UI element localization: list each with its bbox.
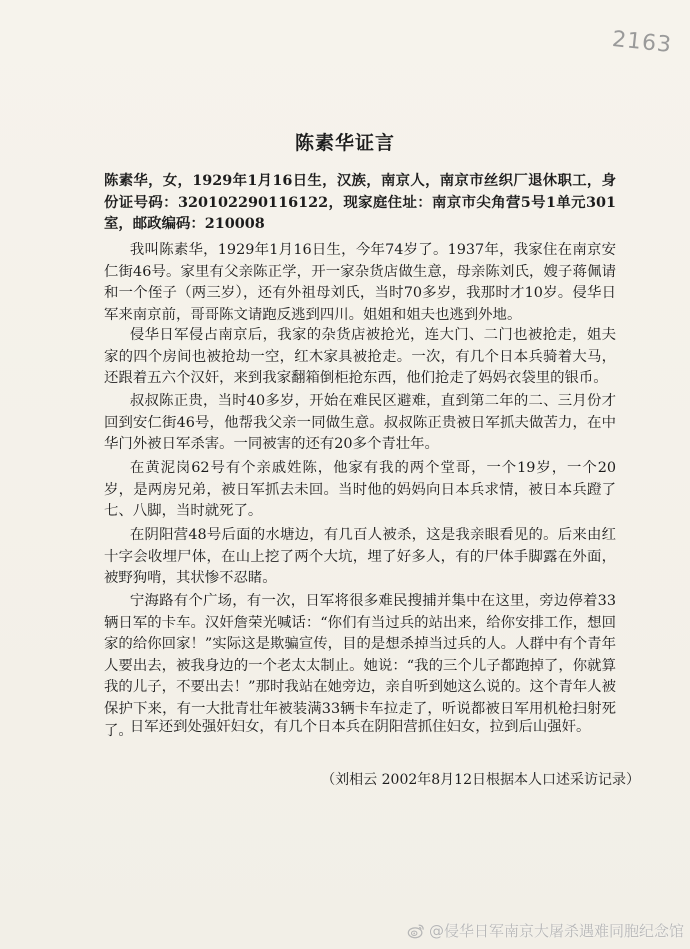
testimony-paragraph-5: 在阴阳营48号后面的水塘边，有几百人被杀，这是我亲眼看见的。后来由红十字会收埋尸体，在山上挖了两个大坑，埋了好多人，有的尸体手脚露在外面，被野狗啃，其状惨不忍睹。 — [104, 527, 616, 587]
source-note: （刘相云 2002年8月12日根据本人口述采访记录） — [321, 772, 640, 788]
document-title: 陈素华证言 — [294, 132, 395, 154]
page-number-mark: 2163 — [610, 26, 674, 59]
watermark — [407, 920, 684, 941]
testimony-paragraph-2: 侵华日军侵占南京后，我家的杂货店被抢光，连大门、二门也被抢走，姐夫家的四个房间也被抢劫一空，红木家具被抢走。一次，有几个日本兵骑着大马，还跟着五六个汉奸，来到我家翻箱倒柜抢东西，他们抢走了妈妈衣袋里的银币。 — [104, 327, 616, 387]
testimony-paragraph-6: 宁海路有个广场，有一次，日军将很多难民搜捕并集中在这里，旁边停着33辆日军的卡车。汉奸詹荣光喊话：“你们有当过兵的站出来，给你安排工作，想回家的给你回家！”实际这是欺骗宣传，目的是想杀掉当过兵的人。人群中有个青年人要出去，被我身边的一个老太太制止。她说：“我的三个儿子都跑掉了，你就算我的儿子，不要出去！”那时我站在她旁边，亲自听到她这么说的。这个青年人被保护下来，有一大批青壮年被装满33辆卡车拉走了，听说都被日军用机枪扫射死了。 — [104, 593, 616, 739]
testimony-paragraph-7: 日军还到处强奸妇女，有几个日本兵在阴阳营抓住妇女，拉到后山强奸。 — [129, 719, 591, 735]
personal-info-text: 陈素华，女，1929年1月16日生，汉族，南京人，南京市丝织厂退休职工，身份证号码：320102290116122，现家庭住址：南京市尖角营5号1单元301室，邮政编码：210008 — [104, 172, 616, 233]
watermark-text: @侵华日军南京大屠杀遇难同胞纪念馆 — [428, 922, 684, 940]
weibo-icon — [407, 922, 425, 940]
testimony-paragraph-4: 在黄泥岗62号有个亲戚姓陈，他家有我的两个堂哥，一个19岁，一个20岁，是两房兄弟，被日军抓去未回。当时他的妈妈向日本兵求情，被日本兵蹬了七、八脚，当时就死了。 — [104, 460, 616, 520]
personal-info-paragraph — [104, 170, 616, 235]
testimony-paragraph-1: 我叫陈素华，1929年1月16日生，今年74岁了。1937年，我家住在南京安仁街46号。家里有父亲陈正学，开一家杂货店做生意，母亲陈刘氏，嫂子蒋佩请和一个侄子（两三岁），还有外祖母刘氏，当时70多岁，我那时才10岁。侵华日军来南京前，哥哥陈文请跑反逃到四川。姐姐和姐夫也逃到外地。 — [104, 242, 616, 323]
testimony-paragraph-3: 叔叔陈正贵，当时40多岁，开始在难民区避难，直到第二年的二、三月份才回到安仁街46号，他帮我父亲一同做生意。叔叔陈正贵被日军抓夫做苦力，在中华门外被日军杀害。一同被害的还有20多个青壮年。 — [104, 393, 616, 453]
